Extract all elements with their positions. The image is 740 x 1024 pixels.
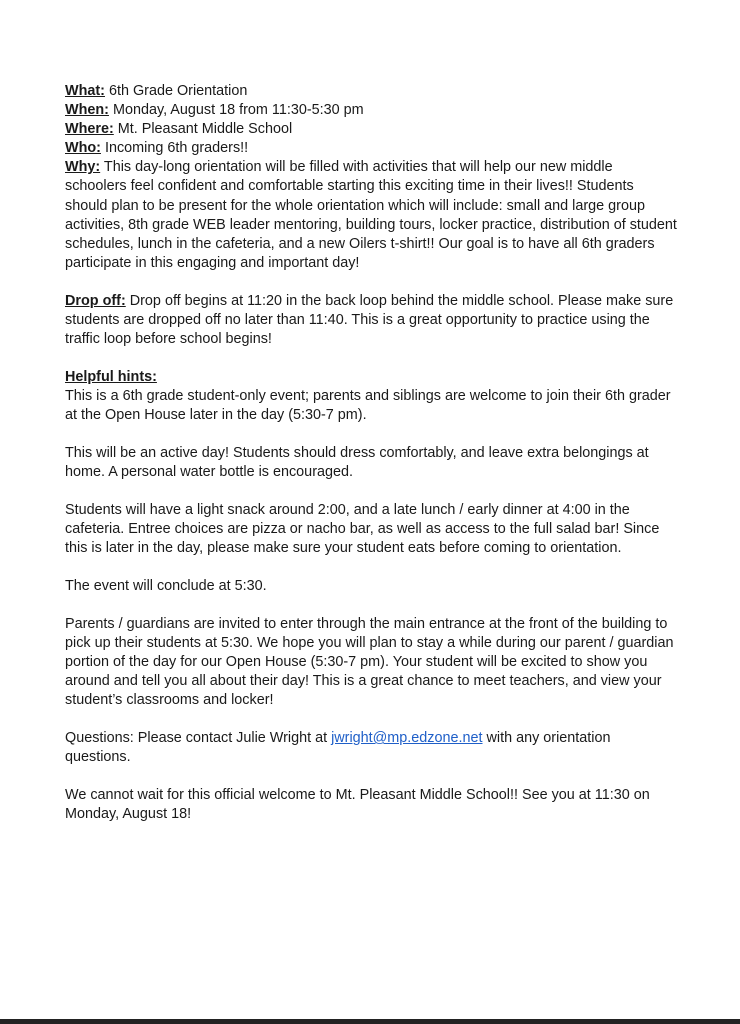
hint-text-line: Parents / guardians are invited to enter through the main entrance at the front of the building to bbox=[65, 615, 668, 632]
questions-text-line: questions. bbox=[65, 749, 131, 766]
questions-paragraph bbox=[65, 729, 685, 767]
paragraph-gap bbox=[65, 273, 685, 292]
what-line bbox=[65, 82, 685, 101]
where-value: Mt. Pleasant Middle School bbox=[113, 121, 293, 138]
paragraph-gap bbox=[65, 425, 685, 444]
where-label: Where: bbox=[65, 121, 114, 138]
hint-text-line: student’s classrooms and locker! bbox=[65, 692, 274, 709]
hint-text-line: this is later in the day, please make sure your student eats before coming to orientation. bbox=[65, 540, 622, 557]
contact-email-link[interactable]: jwright@mp.edzone.net bbox=[331, 730, 483, 747]
helpful-hints-section bbox=[65, 368, 685, 711]
hint-text-line: pick up their students at 5:30. We hope you will plan to stay a while during our parent / guardian bbox=[65, 634, 674, 651]
why-text-line: should plan to be present for the whole orientation which will include: small and large group bbox=[65, 197, 645, 214]
why-text-line: This day-long orientation will be filled with activities that will help our new middle bbox=[100, 159, 613, 176]
when-label: When: bbox=[65, 102, 109, 119]
what-label: What: bbox=[65, 83, 105, 99]
why-text-line: schoolers feel confident and comfortable starting this exciting time in their lives!! Students bbox=[65, 178, 634, 195]
when-line bbox=[65, 101, 685, 120]
questions-text-after: with any orientation bbox=[482, 730, 611, 747]
drop-off-label: Drop off: bbox=[65, 292, 126, 309]
paragraph-gap bbox=[65, 596, 685, 615]
hint-text-line: portion of the day for our Open House (5:30-7 pm). Your student will be excited to show you bbox=[65, 654, 648, 671]
paragraph-gap bbox=[65, 349, 685, 368]
why-text-line: schedules, lunch in the cafeteria, and a new Oilers t-shirt!! Our goal is to have all 6th graders bbox=[65, 235, 655, 252]
paragraph-gap bbox=[65, 558, 685, 577]
why-text-line: participate in this engaging and important day! bbox=[65, 254, 360, 271]
why-text-line: activities, 8th grade WEB leader mentoring, building tours, locker practice, distribution of student bbox=[65, 216, 677, 233]
drop-off-text-line: students are dropped off no later than 11:40. This is a great opportunity to practice using the bbox=[65, 311, 650, 328]
paragraph-gap bbox=[65, 482, 685, 501]
where-line bbox=[65, 120, 685, 139]
hint-text-line: This will be an active day! Students should dress comfortably, and leave extra belongings at bbox=[65, 444, 649, 461]
closing-text-line: Monday, August 18! bbox=[65, 806, 192, 823]
paragraph-gap bbox=[65, 710, 685, 729]
hint-text-line: This is a 6th grade student-only event; parents and siblings are welcome to join their 6th grader bbox=[65, 387, 671, 404]
what-value: 6th Grade Orientation bbox=[104, 83, 248, 99]
drop-off-paragraph bbox=[65, 292, 685, 349]
helpful-hints-label: Helpful hints: bbox=[65, 368, 157, 385]
who-value: Incoming 6th graders!! bbox=[100, 140, 249, 157]
who-label: Who: bbox=[65, 140, 101, 157]
hint-text-line: home. A personal water bottle is encouraged. bbox=[65, 463, 353, 480]
drop-off-text-line: Drop off begins at 11:20 in the back loop behind the middle school. Please make sure bbox=[125, 292, 674, 309]
drop-off-text-line: traffic loop before school begins! bbox=[65, 330, 272, 347]
hint-text-line: at the Open House later in the day (5:30-7 pm). bbox=[65, 407, 367, 423]
hint-text-line: Students will have a light snack around 2:00, and a late lunch / early dinner at 4:00 in the bbox=[65, 501, 630, 518]
orientation-document bbox=[65, 82, 685, 824]
bottom-edge-bar bbox=[0, 1019, 740, 1024]
questions-text: Questions: Please contact Julie Wright at bbox=[65, 730, 332, 747]
who-line bbox=[65, 139, 685, 158]
why-paragraph bbox=[65, 158, 685, 273]
hint-text-line: cafeteria. Entree choices are pizza or nacho bar, as well as access to the full salad bar! Since bbox=[65, 520, 660, 537]
closing-text-line: We cannot wait for this official welcome to Mt. Pleasant Middle School!! See you at 11:30 on bbox=[65, 787, 650, 804]
closing-paragraph bbox=[65, 786, 685, 824]
why-label: Why: bbox=[65, 159, 101, 176]
hint-text-line: around and tell you all about their day! This is a great chance to meet teachers, and view your bbox=[65, 673, 662, 690]
hint-text-line: The event will conclude at 5:30. bbox=[65, 577, 267, 594]
paragraph-gap bbox=[65, 767, 685, 786]
when-value: Monday, August 18 from 11:30-5:30 pm bbox=[108, 102, 364, 119]
